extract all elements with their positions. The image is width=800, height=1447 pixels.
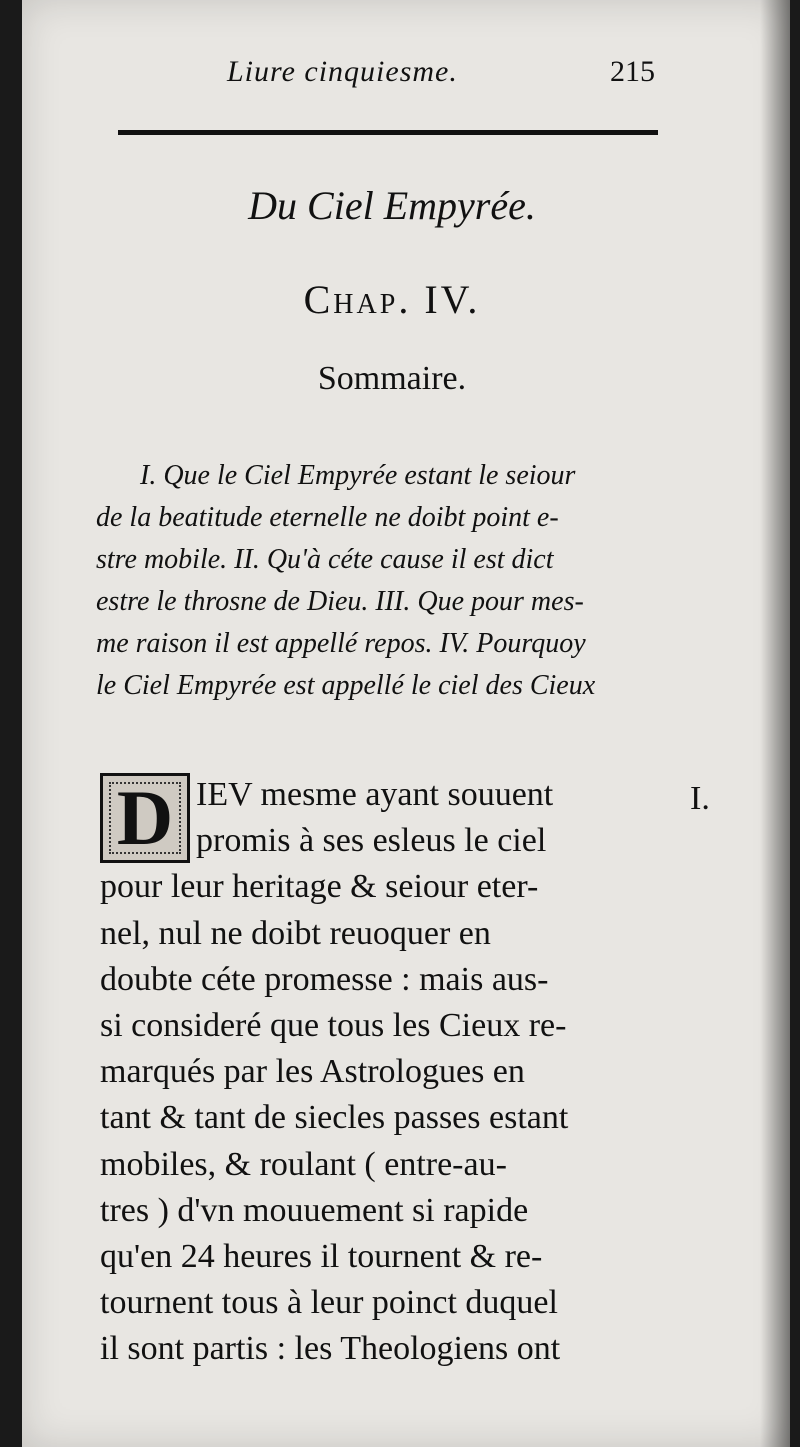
ornamental-drop-cap: D — [100, 773, 190, 863]
running-head: Liure cinquiesme. — [227, 55, 458, 88]
body-line: si consideré que tous les Cieux re- — [100, 1007, 567, 1045]
body-line: qu'en 24 heures il tournent & re- — [100, 1238, 543, 1276]
body-line: mobiles, & roulant ( entre-au- — [100, 1145, 507, 1183]
body-paragraph — [100, 772, 670, 1373]
header-rule — [118, 130, 658, 135]
summary-line: stre mobile. II. Qu'à céte cause il est dict — [96, 544, 554, 575]
summary-line: le Ciel Empyrée est appellé le ciel des Cieux — [96, 670, 596, 701]
summary-line: me raison il est appellé repos. IV. Pourquoy — [96, 628, 586, 659]
summary-line: de la beatitude eternelle ne doibt point e- — [96, 502, 559, 533]
body-line: tournent tous à leur poinct duquel — [100, 1284, 558, 1322]
margin-note: I. — [690, 780, 710, 817]
body-line: pour leur heritage & seiour eter- — [100, 868, 539, 906]
body-line: tant & tant de siecles passes estant — [100, 1099, 569, 1137]
body-line: promis à ses esleus le ciel — [196, 822, 547, 860]
book-page — [22, 0, 790, 1447]
body-line: nel, nul ne doibt reuoquer en — [100, 914, 491, 952]
body-line: marqués par les Astrologues en — [100, 1053, 525, 1091]
body-line: tres ) d'vn mouuement si rapide — [100, 1191, 529, 1229]
page-gutter-shadow — [760, 0, 790, 1447]
chapter-title: Du Ciel Empyrée. — [248, 183, 536, 228]
body-line: il sont partis : les Theologiens ont — [100, 1330, 561, 1368]
chapter-number: Chap. IV. — [303, 277, 481, 322]
summary-line: I. Que le Ciel Empyrée estant le seiour — [140, 460, 576, 491]
body-line: doubte céte promesse : mais aus- — [100, 960, 549, 998]
summary-line: estre le throsne de Dieu. III. Que pour mes- — [96, 586, 584, 617]
summary-paragraph — [96, 455, 666, 707]
body-line: IEV mesme ayant souuent — [196, 776, 554, 813]
summary-heading: Sommaire. — [317, 360, 467, 397]
page-number: 215 — [610, 55, 655, 88]
